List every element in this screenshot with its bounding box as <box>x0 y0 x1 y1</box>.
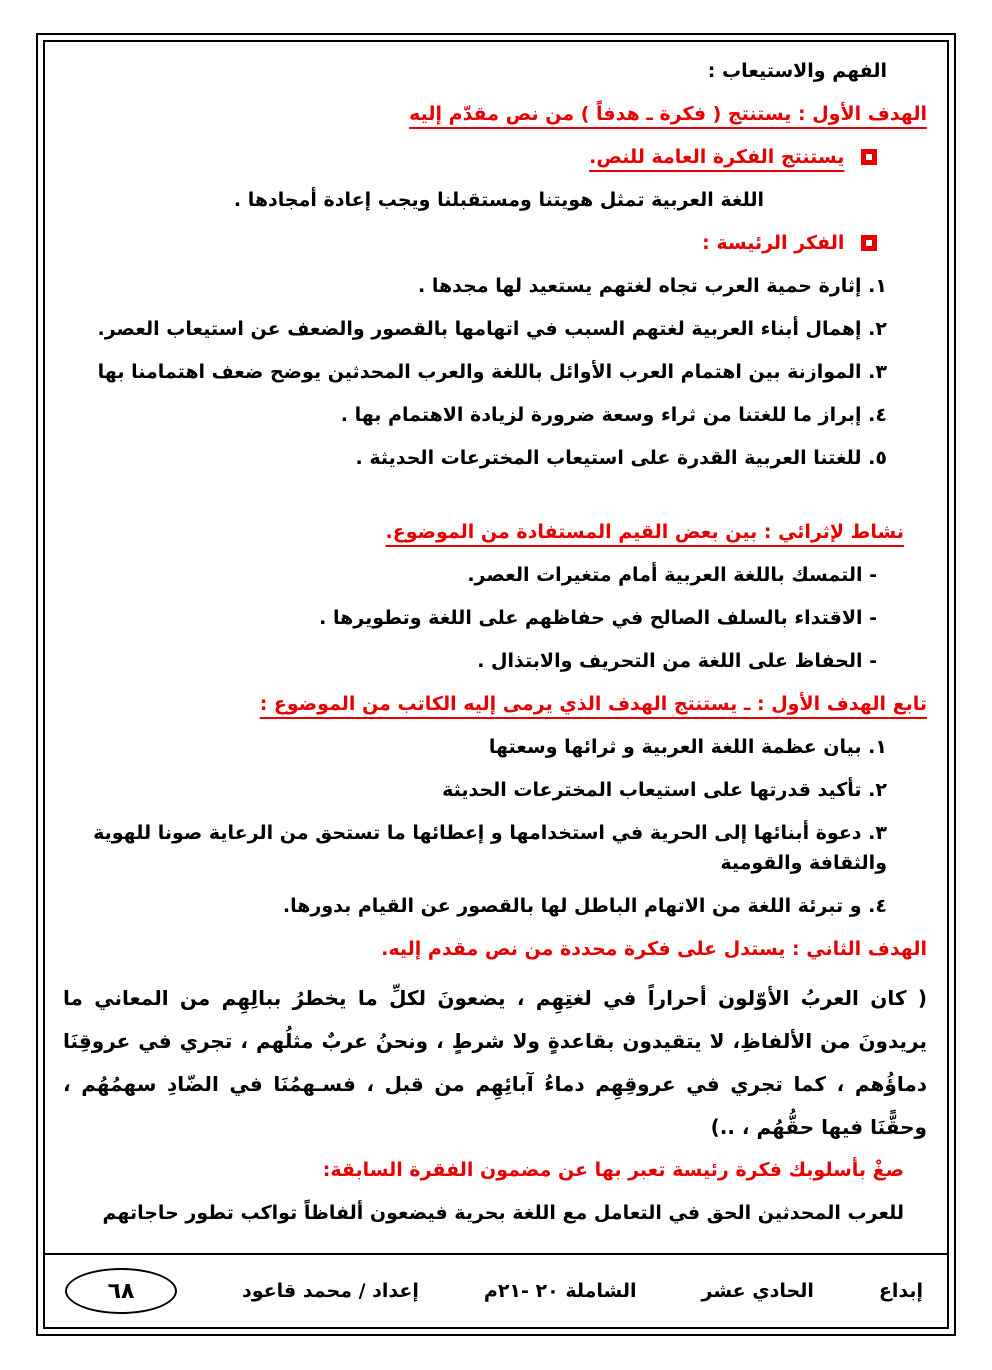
goal1-continued-heading <box>63 689 927 719</box>
red-square-icon <box>861 149 877 165</box>
footer-brand: إبداع <box>878 1280 923 1302</box>
task-heading <box>63 1155 904 1185</box>
general-idea-heading <box>63 142 877 172</box>
goal2-heading-text: الهدف الثاني : يستدل على فكرة محددة من نص مقدم إليه. <box>381 938 927 960</box>
page-content <box>45 42 947 1253</box>
goal1-heading <box>63 99 927 129</box>
general-idea-label: يستنتج الفكرة العامة للنص. <box>589 146 845 168</box>
goal1-cont-item-3: ٣. دعوة أبنائها إلى الحرية في استخدامها و إعطائها ما تستحق من الرعاية صونا للهوية والثقافة والقومية <box>93 822 887 874</box>
section-title-comprehension: الفهم والاستيعاب : <box>707 60 887 82</box>
activity-item-3: - الحفاظ على اللغة من التحريف والابتذال . <box>477 650 877 672</box>
footer-series: الشاملة ٢٠ -٢١م <box>483 1280 637 1302</box>
quote-paragraph: ( كان العربُ الأوّلون أحراراً في لغتِهِم ، يضعونَ لكلِّ ما يخطرُ ببالِهِم من المعاني ما يريدونَ من الألفاظِ، لا يتقيدون بقاعدةٍ ولا شرطٍ ، ونحنُ عربٌ مثلُهم ، تجري في عروقِنَا دماؤُهم ، كما تجري في عروقِهِم دماءُ آبائِهِم من قبل ، فسـهمُنَا في الضّادِ سهمُهُم ، وحقًّنَا فيها حقُّهُم ، ..) <box>63 986 927 1139</box>
main-idea-item-4: ٤. إبراز ما للغتنا من ثراء وسعة ضرورة لزيادة الاهتمام بها . <box>340 404 887 426</box>
goal1-cont-item-4: ٤. و تبرئة اللغة من الاتهام الباطل لها بالقصور عن القيام بدورها. <box>282 895 887 917</box>
page-number: ٦٨ <box>107 1278 135 1304</box>
red-square-icon <box>861 235 877 251</box>
main-ideas-heading <box>63 228 877 258</box>
main-idea-item-3: ٣. الموازنة بين اهتمام العرب الأوائل باللغة والعرب المحدثين يوضح ضعف اهتمامنا بها <box>97 361 887 383</box>
task-heading-text: صغْ بأسلوبك فكرة رئيسة تعبر بها عن مضمون الفقرة السابقة: <box>322 1159 904 1181</box>
goal1-cont-item-2: ٢. تأكيد قدرتها على استيعاب المخترعات الحديثة <box>442 779 887 801</box>
goal1-cont-item-1: ١. بيان عظمة اللغة العربية و ثرائها وسعتها <box>488 736 887 758</box>
page-footer <box>45 1253 947 1327</box>
activity-heading-text: نشاط لإثرائي : بين بعض القيم المستفادة من الموضوع. <box>385 521 904 543</box>
goal1-continued-heading-text: تابع الهدف الأول : ـ يستنتج الهدف الذي يرمى إليه الكاتب من الموضوع : <box>259 693 927 715</box>
goal2-heading <box>63 934 927 964</box>
footer-author: إعداد / محمد قاعود <box>241 1280 419 1302</box>
footer-grade: الحادي عشر <box>701 1280 814 1302</box>
main-idea-item-5: ٥. للغتنا العربية القدرة على استيعاب المخترعات الحديثة . <box>355 447 887 469</box>
main-ideas-label: الفكر الرئيسة : <box>702 232 845 254</box>
goal1-heading-text: الهدف الأول : يستنتج ( فكرة ـ هدفاً ) من نص مقدّم إليه <box>409 103 927 125</box>
activity-item-1: - التمسك باللغة العربية أمام متغيرات العصر. <box>467 564 877 586</box>
main-idea-item-2: ٢. إهمال أبناء العربية لغتهم السبب في اتهامها بالقصور والضعف عن استيعاب العصر. <box>97 318 887 340</box>
main-idea-item-1: ١. إثارة حمية العرب تجاه لغتهم يستعيد لها مجدها . <box>418 275 887 297</box>
page-outer-border <box>36 33 956 1336</box>
activity-heading <box>63 517 904 547</box>
activity-item-2: - الاقتداء بالسلف الصالح في حفاظهم على اللغة وتطويرها . <box>319 607 877 629</box>
page-inner-border <box>43 40 949 1329</box>
answer-text: للعرب المحدثين الحق في التعامل مع اللغة بحرية فيضعون ألفاظاً تواكب تطور حاجاتهم <box>102 1202 904 1224</box>
page-number-oval <box>65 1268 177 1314</box>
general-idea-text: اللغة العربية تمثل هويتنا ومستقبلنا ويجب إعادة أمجادها . <box>233 189 764 211</box>
